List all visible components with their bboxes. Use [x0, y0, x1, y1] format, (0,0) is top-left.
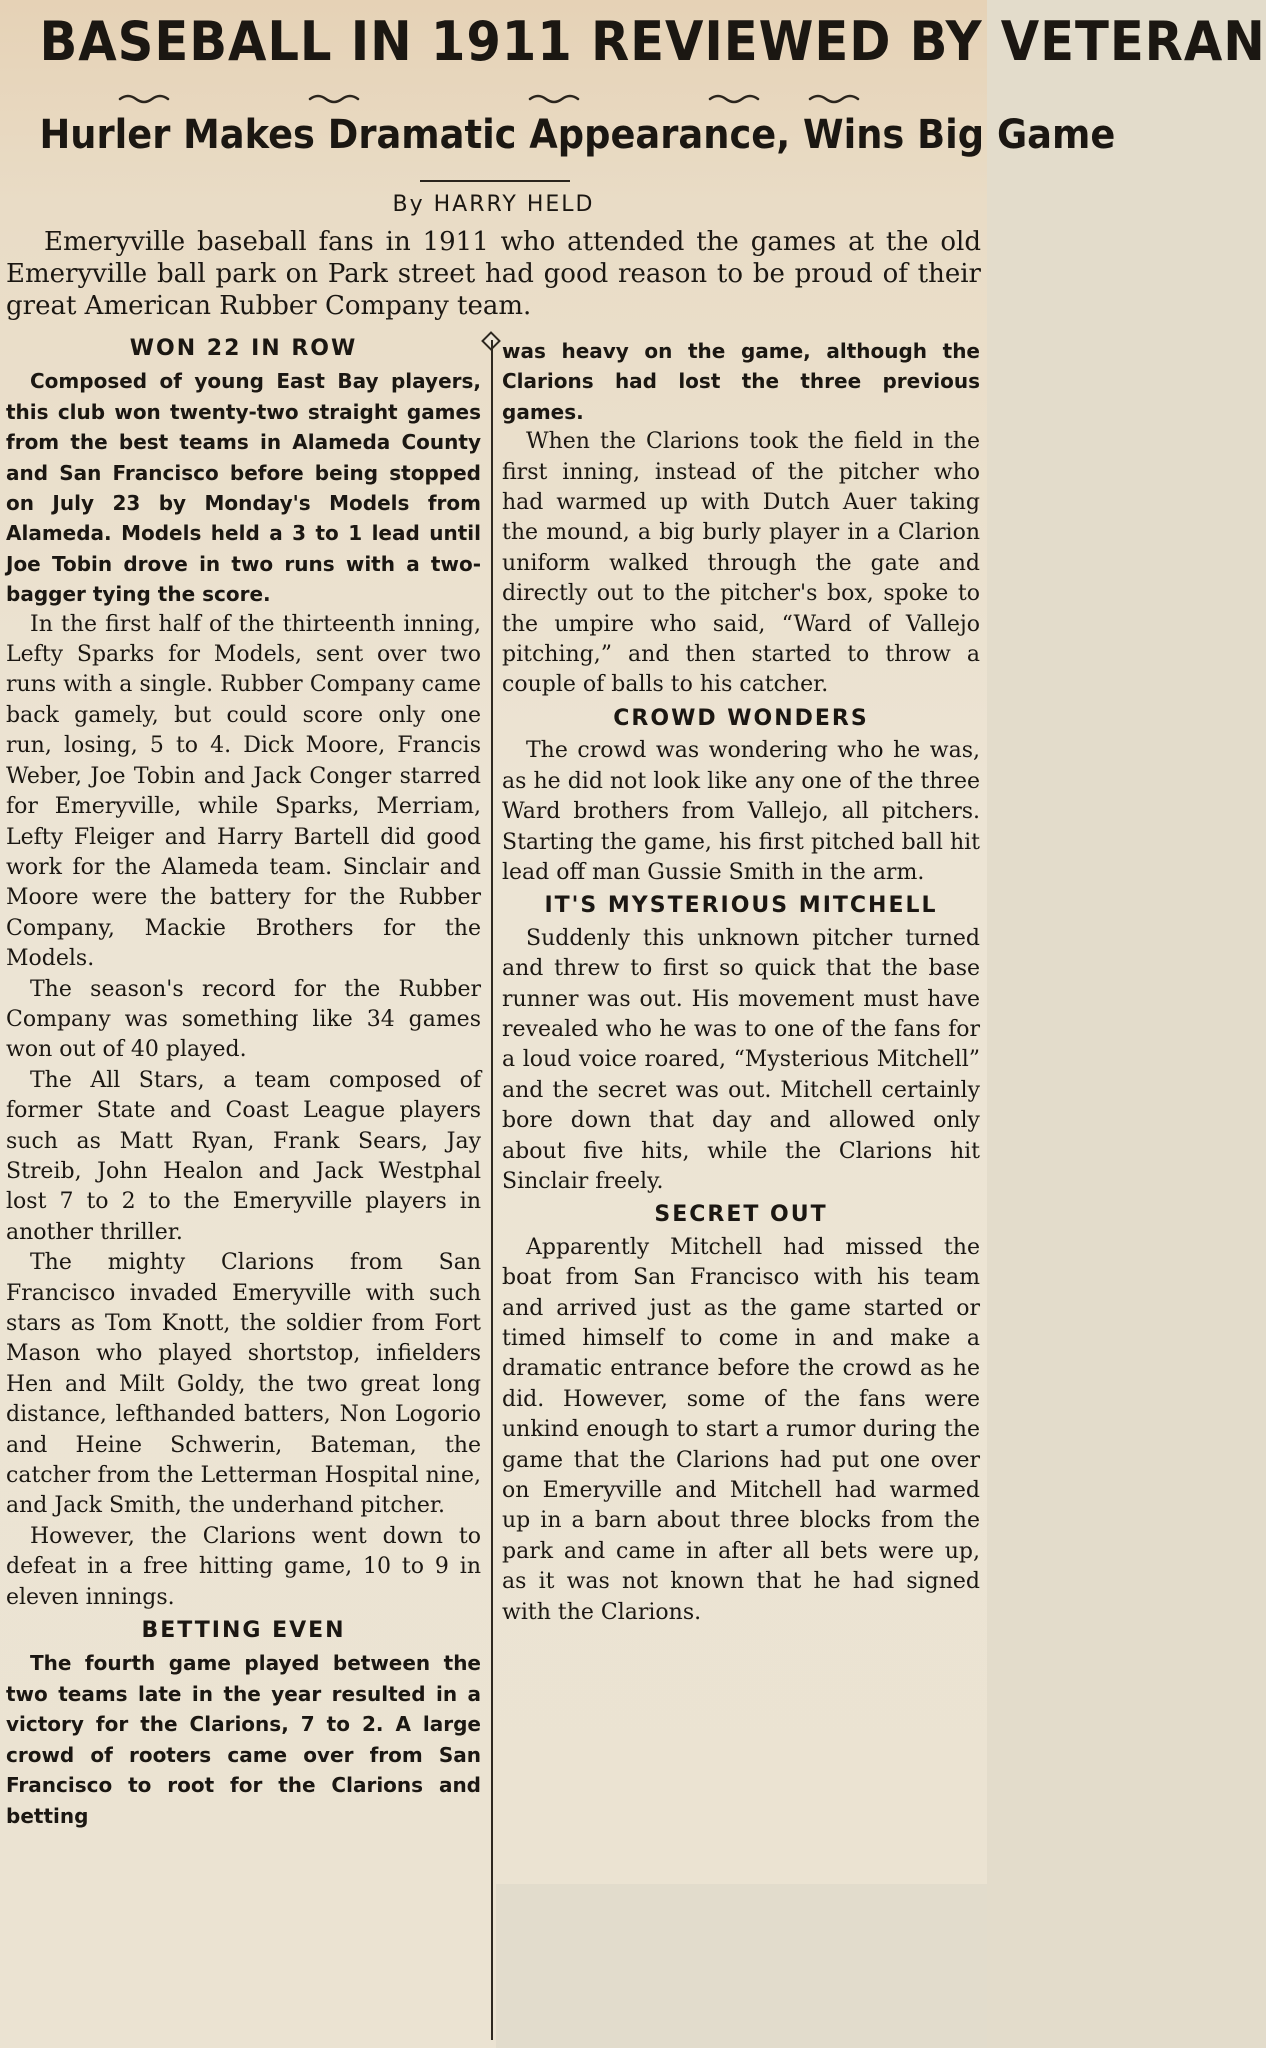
paragraph: The mighty Clarions from San Francisco invaded Emeryville with such stars as Tom Knott, the soldier from Fort Mason who played shortstop, infielders Hen and Milt Goldy, the two great long distance, lefthanded batters, Non Logorio and Heine Schwerin, Bateman, the catcher from the Letterman Hospital nine, and Jack Smith, the underhand pitcher.	[6, 1250, 481, 1519]
paragraph: Apparently Mitchell had missed the boat from San Francisco with his team and arrived just as the game started or timed himself to come in and make a dramatic entrance before the crowd as he did. However, some of the fans were unkind enough to start a rumor during the game that the Clarions had put one over on Emeryville and Mitchell had warmed up in a barn about three blocks from the park and came in after all bets were up, as it was not known that he had signed with the Clarions.	[502, 1234, 980, 1625]
paragraph: The fourth game played between the two teams late in the year resulted in a victory for the Clarions, 7 to 2. A large crowd of rooters came over from San Francisco to root for the Clarions and betting	[6, 1651, 481, 1828]
paragraph: The All Stars, a team composed of former State and Coast League players such as Matt Ryan, Frank Sears, Jay Streib, John Healon and Jack Westphal lost 7 to 2 to the Emeryville players in another thriller.	[6, 1067, 481, 1245]
byline-rule	[420, 180, 570, 182]
lead-paragraph: Emeryville baseball fans in 1911 who attended the games at the old Emeryville ball park on Park street had good reason to be proud of their great American Rubber Company team.	[6, 227, 981, 321]
paragraph: In the first half of the thirteenth inning, Lefty Sparks for Models, sent over two runs with a single. Rubber Company came back gamely, but could score only one run, losing, 5 to 4. Dick Moore, Francis Weber, Joe Tobin and Jack Conger starred for Emeryville, while Sparks, Merriam, Lefty Fleiger and Harry Bartell did good work for the Alameda team. Sinclair and Moore were the battery for the Rubber Company, Mackie Brothers for the Models.	[6, 611, 481, 972]
subhead-crowd-wonders: CROWD WONDERS	[613, 705, 869, 731]
paragraph: was heavy on the game, although the Clarions had lost the three previous games.	[502, 339, 980, 424]
column-divider	[491, 340, 493, 2040]
paragraph: The season's record for the Rubber Company was something like 34 games won out of 40 played.	[6, 976, 481, 1063]
subhead-secret-out: SECRET OUT	[654, 1202, 828, 1228]
subhead-mysterious-mitchell: IT'S MYSTERIOUS MITCHELL	[544, 893, 938, 919]
decorative-squiggles	[110, 92, 870, 106]
paragraph: Composed of young East Bay players, this club won twenty-two straight games from the best teams in Alameda County and San Francisco before being stopped on July 23 by Monday's Models from Alameda. Models held a 3 to 1 lead until Joe Tobin drove in two runs with a two-bagger tying the score.	[6, 369, 481, 607]
right-column	[502, 336, 980, 1628]
subhead-betting-even: BETTING EVEN	[141, 1618, 346, 1644]
blank-area	[496, 1884, 987, 2048]
paragraph: Suddenly this unknown pitcher turned and threw to first so quick that the base runner was out. His movement must have revealed who he was to one of the fans for a loud voice roared, “Mysterious Mitchell” and the secret was out. Mitchell certainly bore down that day and allowed only about five hits, while the Clarions hit Sinclair freely.	[502, 925, 980, 1194]
subhead-won-22-in-row: WON 22 IN ROW	[129, 336, 358, 361]
paragraph: The crowd was wondering who he was, as he did not look like any one of the three Ward brothers from Vallejo, all pitchers. Starting the game, his first pitched ball hit lead off man Gussie Smith in the arm.	[502, 738, 980, 885]
left-column	[6, 334, 481, 1831]
subheadline: Hurler Makes Dramatic Appearance, Wins Big Game	[39, 112, 1116, 158]
byline: By HARRY HELD	[392, 192, 595, 217]
headline: BASEBALL IN 1911 REVIEWED BY VETERAN	[39, 10, 1266, 73]
paragraph: When the Clarions took the field in the first inning, instead of the pitcher who had warmed up with Dutch Auer taking the mound, a big burly player in a Clarion uniform walked through the gate and directly out to the pitcher's box, spoke to the umpire who said, “Ward of Vallejo pitching,” and then started to throw a couple of balls to his catcher.	[502, 429, 980, 698]
paragraph: However, the Clarions went down to defeat in a free hitting game, 10 to 9 in eleven innings.	[6, 1523, 481, 1610]
